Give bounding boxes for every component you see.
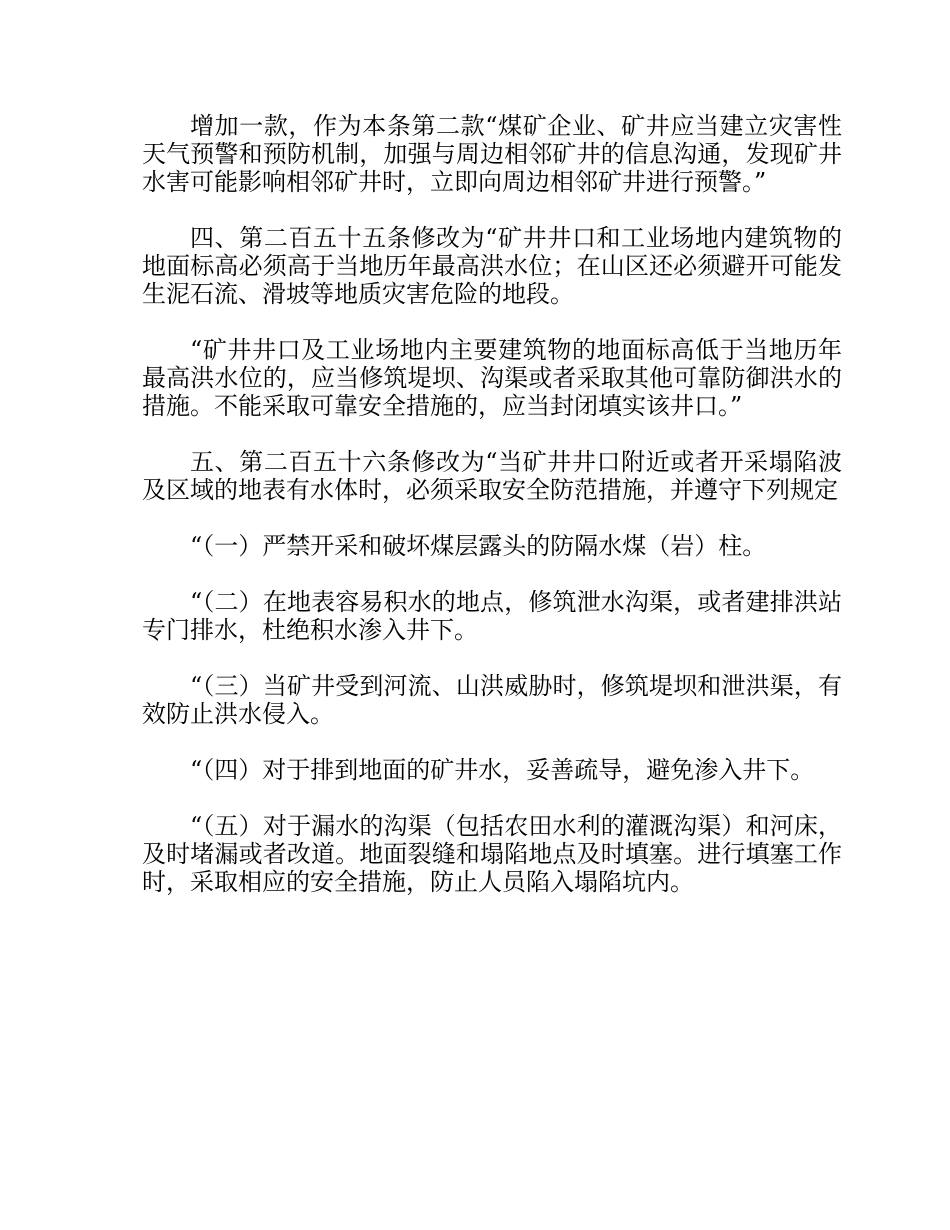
paragraph-2: 四、第二百五十五条修改为“矿井井口和工业场地内建筑物的地面标高必须高于当地历年最高洪水位；在山区还必须避开可能发生泥石流、滑坡等地质灾害危险的地段。: [142, 224, 842, 308]
paragraph-6: “（二）在地表容易积水的地点，修筑泄水沟渠，或者建排洪站专门排水，杜绝积水渗入井下。: [142, 588, 842, 644]
paragraph-3: “矿井井口及工业场地内主要建筑物的地面标高低于当地历年最高洪水位的，应当修筑堤坝、沟渠或者采取其他可靠防御洪水的措施。不能采取可靠安全措施的，应当封闭填实该井口。”: [142, 336, 842, 420]
paragraph-9: “（五）对于漏水的沟渠（包括农田水利的灌溉沟渠）和河床，及时堵漏或者改道。地面裂缝和塌陷地点及时填塞。进行填塞工作时，采取相应的安全措施，防止人员陷入塌陷坑内。: [142, 812, 842, 896]
paragraph-4: 五、第二百五十六条修改为“当矿井井口附近或者开采塌陷波及区域的地表有水体时，必须采取安全防范措施，并遵守下列规定: [142, 448, 842, 504]
paragraph-8: “（四）对于排到地面的矿井水，妥善疏导，避免渗入井下。: [190, 756, 815, 784]
paragraph-5: “（一）严禁开采和破坏煤层露头的防隔水煤（岩）柱。: [190, 532, 767, 560]
document-page: [142, 112, 842, 924]
paragraph-7: “（三）当矿井受到河流、山洪威胁时，修筑堤坝和泄洪渠，有效防止洪水侵入。: [142, 672, 842, 728]
paragraph-1: 增加一款，作为本条第二款“煤矿企业、矿井应当建立灾害性天气预警和预防机制，加强与周边相邻矿井的信息沟通，发现矿井水害可能影响相邻矿井时，立即向周边相邻矿井进行预警。”: [142, 112, 842, 196]
